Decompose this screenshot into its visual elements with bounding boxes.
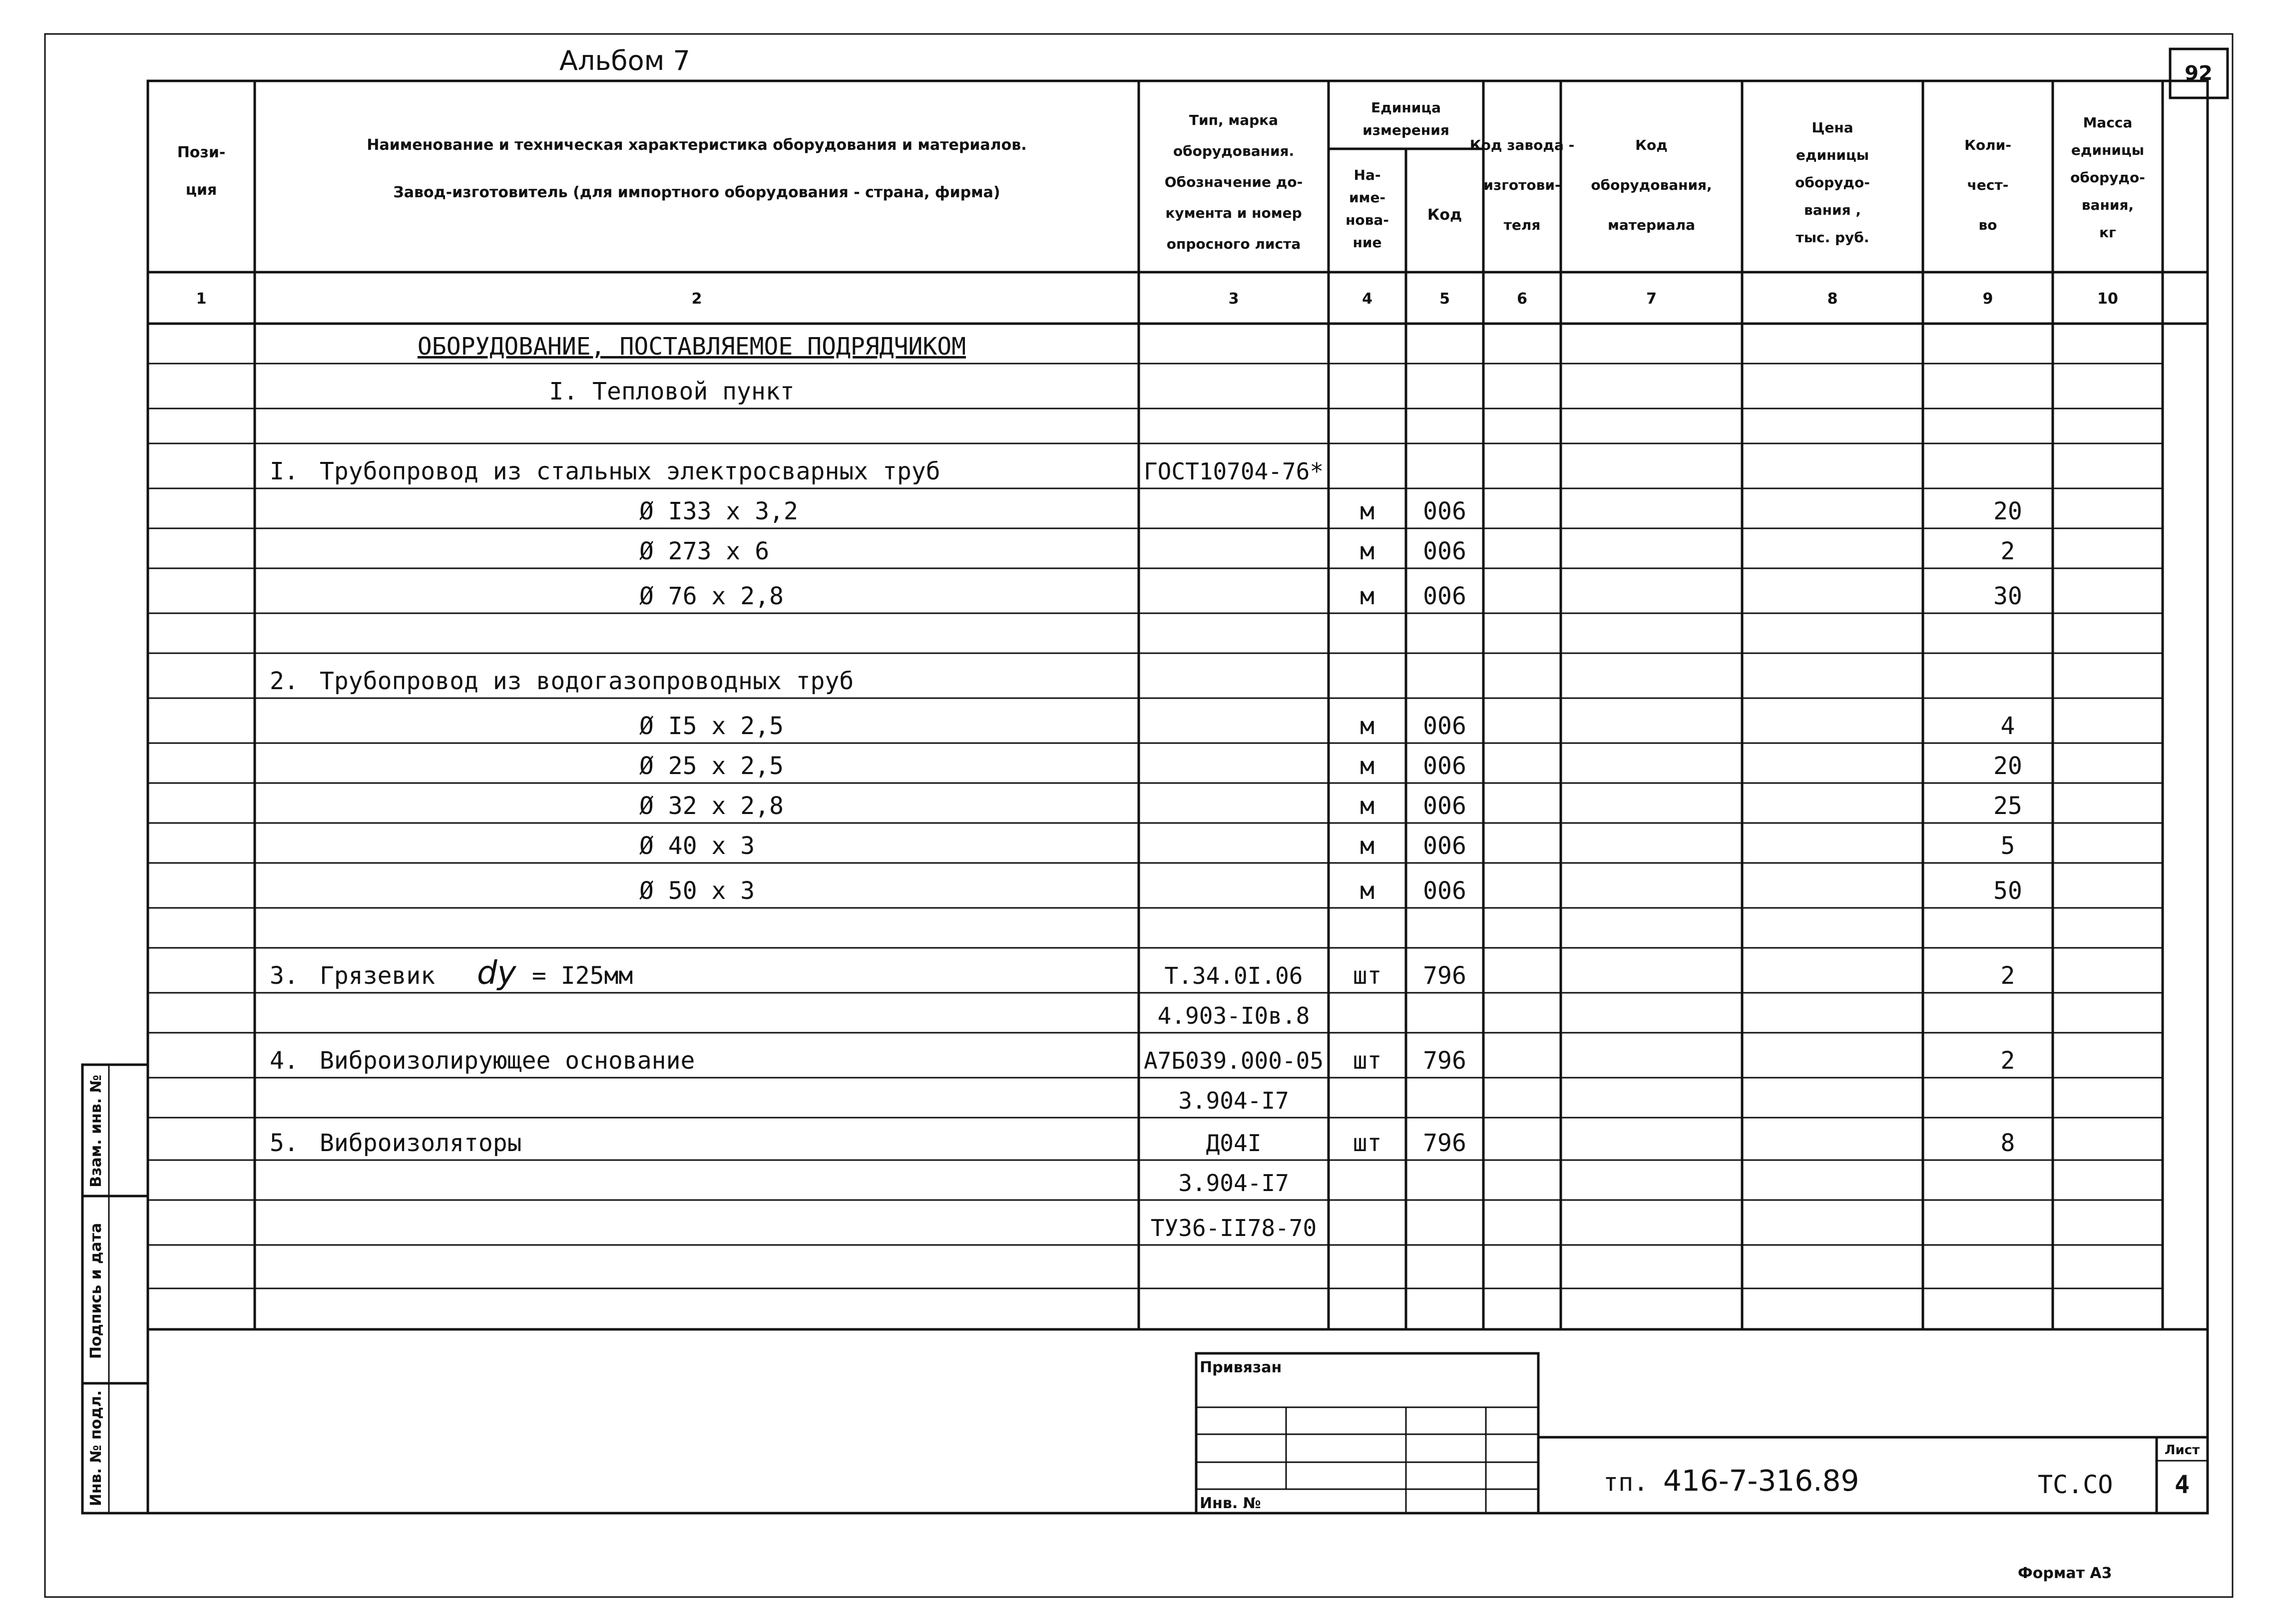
column-number: 9: [1982, 290, 1993, 308]
stamp-inv-no: Инв. №: [1200, 1495, 1261, 1512]
album-title: Альбом 7: [559, 45, 690, 76]
row-quantity: 2: [2000, 1047, 2015, 1075]
table-row: [639, 832, 2015, 860]
table-row: [639, 792, 2022, 820]
row-type: 3.904-I7: [1178, 1170, 1289, 1197]
row-name: Ø 40 x 3: [639, 832, 755, 860]
header-text: Единица: [1371, 99, 1441, 116]
row-unit-code: 006: [1423, 582, 1466, 610]
header-text: опросного листа: [1166, 236, 1301, 252]
row-type: 4.903-I0в.8: [1157, 1002, 1310, 1029]
header-text: теля: [1503, 217, 1541, 233]
table-row: [639, 537, 2015, 565]
header-text: кг: [2099, 224, 2116, 241]
header-text: Код: [1427, 206, 1462, 224]
column-numbers: [196, 290, 2118, 308]
row-quantity: 50: [1993, 877, 2022, 905]
header-text: Масса: [2083, 114, 2133, 131]
header-text: Код: [1635, 137, 1668, 153]
header-text: Завод-изготовитель (для импортного оборудования - страна, фирма): [393, 184, 1000, 201]
row-unit: шт: [1353, 962, 1382, 990]
row-type: Д04I: [1206, 1130, 1262, 1157]
stamp-doc-code: 416-7-316.89: [1663, 1464, 1859, 1498]
header-text: Наименование и техническая характеристика оборудования и материалов.: [367, 136, 1027, 154]
table-row: [1158, 1002, 1310, 1029]
header-text: вания,: [2081, 197, 2134, 213]
stamp-sheet-number: 4: [2174, 1470, 2190, 1499]
table-row: [270, 955, 2015, 992]
header-text: тыс. руб.: [1796, 229, 1869, 246]
header-text: ние: [1353, 234, 1382, 251]
row-name: Ø 50 x 3: [639, 877, 755, 905]
column-number: 3: [1228, 290, 1239, 308]
row-name: I. Тепловой пункт: [549, 378, 795, 406]
table-row: [1151, 1215, 1317, 1241]
header-text: Коли-: [1964, 137, 2011, 153]
row-quantity: 2: [2000, 537, 2015, 565]
row-type: Т.34.0I.06: [1164, 962, 1303, 989]
table-body: [270, 333, 2022, 1241]
row-name: Ø 32 x 2,8: [639, 792, 784, 820]
row-unit-code: 006: [1423, 877, 1466, 905]
row-unit-code: 796: [1423, 1047, 1466, 1075]
header-text: оборудования.: [1173, 143, 1295, 159]
row-name: Ø 273 x 6: [639, 537, 770, 565]
table-header: [177, 99, 2145, 252]
table-row: [639, 712, 2015, 740]
side-label-inv-podl: Инв. № подл.: [87, 1390, 105, 1507]
header-text: Пози-: [177, 144, 226, 161]
header-text: На-: [1354, 167, 1381, 183]
side-label-podpis: Подпись и дата: [87, 1222, 105, 1359]
column-number: 7: [1646, 290, 1657, 308]
row-unit: м: [1360, 582, 1374, 610]
row-position: 4.: [270, 1047, 299, 1075]
header-text: нова-: [1346, 212, 1389, 228]
row-quantity: 4: [2000, 712, 2015, 740]
header-text: Тип, марка: [1189, 112, 1279, 128]
row-name: Трубопровод из водогазопроводных труб: [320, 667, 854, 695]
row-quantity: 20: [1993, 497, 2022, 525]
header-text: единицы: [2071, 142, 2145, 158]
table-row: [1178, 1087, 1289, 1114]
row-type: А7Б039.000-05: [1143, 1047, 1324, 1074]
header-text: изготови-: [1483, 177, 1561, 193]
row-quantity: 20: [1993, 752, 2022, 780]
inner-frame: [148, 81, 2208, 1513]
row-unit-code: 006: [1423, 752, 1466, 780]
row-name: Трубопровод из стальных электросварных труб: [320, 457, 940, 485]
row-unit-code: 006: [1423, 792, 1466, 820]
row-unit: м: [1360, 792, 1374, 820]
table-row: [1178, 1170, 1289, 1197]
row-unit: м: [1360, 537, 1374, 565]
row-unit-code: 006: [1423, 537, 1466, 565]
column-number: 8: [1827, 290, 1838, 308]
row-name: Грязевик: [320, 962, 436, 990]
page-corner-number: 92: [2185, 62, 2213, 85]
header-text: кумента и номер: [1165, 205, 1302, 221]
side-label-vzam: Взам. инв. №: [87, 1075, 105, 1188]
row-unit: м: [1360, 832, 1374, 860]
header-text: единицы: [1796, 147, 1869, 163]
row-unit-code: 796: [1423, 1129, 1466, 1157]
row-name: Ø 25 x 2,5: [639, 752, 784, 780]
row-unit: м: [1360, 712, 1374, 740]
row-name-symbol: dy: [477, 955, 516, 992]
row-unit-code: 006: [1423, 832, 1466, 860]
table-row: [270, 1129, 2015, 1157]
table-row: [639, 582, 2022, 610]
row-quantity: 5: [2000, 832, 2015, 860]
row-position: 2.: [270, 667, 299, 695]
stamp-code-prefix: тп.: [1603, 1468, 1649, 1497]
column-number: 5: [1439, 290, 1450, 308]
header-text: оборудования,: [1591, 177, 1712, 193]
header-text: оборудо-: [2070, 169, 2145, 186]
header-text: оборудо-: [1795, 174, 1870, 191]
row-position: 5.: [270, 1129, 299, 1157]
column-number: 2: [691, 290, 702, 308]
row-type: 3.904-I7: [1178, 1087, 1289, 1114]
table-row: [549, 378, 794, 406]
row-type: ТУ36-II78-70: [1150, 1215, 1317, 1241]
format-label: Формат А3: [2018, 1565, 2112, 1582]
header-text: име-: [1349, 189, 1386, 206]
stamp-sheet-label: Лист: [2164, 1443, 2200, 1458]
table-row: [639, 752, 2022, 780]
table-row: [639, 877, 2022, 905]
row-unit: шт: [1353, 1047, 1382, 1075]
row-name: Ø 76 x 2,8: [639, 582, 784, 610]
row-quantity: 30: [1993, 582, 2022, 610]
table-row: [270, 667, 854, 695]
row-type: ГОСТ10704-76*: [1143, 458, 1324, 485]
column-number: 1: [196, 290, 207, 308]
header-text: Обозначение до-: [1164, 174, 1303, 190]
stamp-section: ТС.СО: [2038, 1470, 2113, 1499]
row-unit: м: [1360, 497, 1374, 525]
stamp-block: [148, 1329, 2208, 1513]
table-row: [418, 333, 966, 361]
header-text: измерения: [1363, 122, 1449, 138]
row-name-tail: = I25мм: [532, 962, 633, 990]
row-position: I.: [270, 457, 299, 485]
header-text: Код завода -: [1469, 137, 1575, 153]
header-text: Цена: [1812, 119, 1853, 136]
table-row: [639, 497, 2022, 525]
row-unit: шт: [1353, 1129, 1382, 1157]
row-quantity: 25: [1993, 792, 2022, 820]
table-row: [270, 457, 1324, 485]
column-number: 4: [1362, 290, 1372, 308]
row-name: Ø I33 x 3,2: [639, 497, 798, 525]
table-row: [270, 1047, 2015, 1075]
row-name: Виброизолирующее основание: [320, 1047, 695, 1075]
row-name: Ø I5 x 2,5: [639, 712, 784, 740]
row-quantity: 2: [2000, 962, 2015, 990]
stamp-privyazan: Привязан: [1200, 1359, 1282, 1376]
row-unit-code: 006: [1423, 712, 1466, 740]
row-unit: м: [1360, 877, 1374, 905]
row-quantity: 8: [2000, 1129, 2015, 1157]
header-text: во: [1978, 217, 1997, 233]
row-unit-code: 006: [1423, 497, 1466, 525]
header-text: чест-: [1967, 177, 2009, 193]
column-number: 6: [1517, 290, 1527, 308]
header-text: материала: [1608, 217, 1695, 233]
row-name: Виброизоляторы: [320, 1129, 522, 1157]
column-number: 10: [2097, 290, 2118, 308]
header-text: вания ,: [1804, 202, 1861, 218]
row-unit: м: [1360, 752, 1374, 780]
header-text: ция: [185, 181, 217, 199]
row-name: ОБОРУДОВАНИЕ, ПОСТАВЛЯЕМОЕ ПОДРЯДЧИКОМ: [417, 333, 966, 361]
row-position: 3.: [270, 962, 299, 990]
row-unit-code: 796: [1423, 962, 1466, 990]
